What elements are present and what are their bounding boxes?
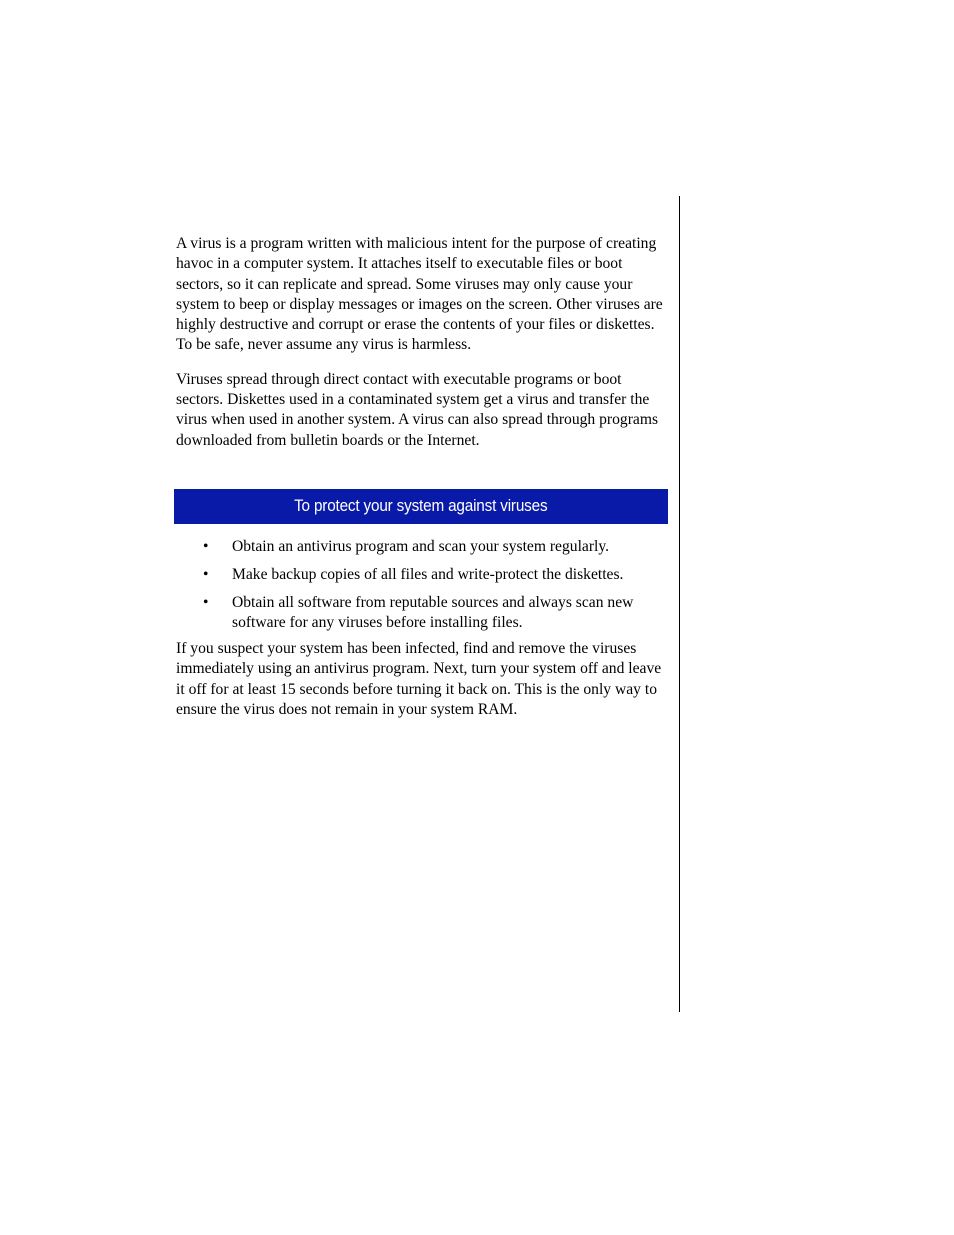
intro-paragraph: A virus is a program written with malicious intent for the purpose of creating havoc in a computer system. It attaches itself to executable files or boot sectors, so it can replicate and spread. Some viruses may only cause your system to beep or display messages or images on the screen. Other viruses are highly destructive and corrupt or erase the contents of your files or diskettes. To be safe, never assume any virus is harmless. <box>176 235 663 354</box>
list-item <box>176 593 668 634</box>
protection-list <box>176 537 668 633</box>
section-heading-banner <box>174 489 668 524</box>
bullet-icon: • <box>203 593 209 611</box>
list-item-text: Obtain all software from reputable sources and always scan new software for any viruses before installing files. <box>232 593 634 631</box>
list-item <box>176 565 668 585</box>
bullet-icon: • <box>203 537 209 555</box>
page-body <box>176 234 668 720</box>
list-item <box>176 537 668 557</box>
list-item-text: Obtain an antivirus program and scan your system regularly. <box>232 537 610 555</box>
list-item-text: Make backup copies of all files and write-protect the diskettes. <box>232 565 624 583</box>
margin-rule <box>679 196 680 1012</box>
spread-paragraph: Viruses spread through direct contact with executable programs or boot sectors. Diskettes used in a contaminated system get a virus and transfer the virus when used in another system. A virus can also spread through programs downloaded from bulletin boards or the Internet. <box>176 370 659 449</box>
bullet-icon: • <box>203 565 209 583</box>
closing-paragraph: If you suspect your system has been infected, find and remove the viruses immediately using an antivirus program. Next, turn your system off and leave it off for at least 15 seconds before turning it back on. This is the only way to ensure the virus does not remain in your system RAM. <box>176 640 662 719</box>
section-heading: To protect your system against viruses <box>294 496 548 516</box>
